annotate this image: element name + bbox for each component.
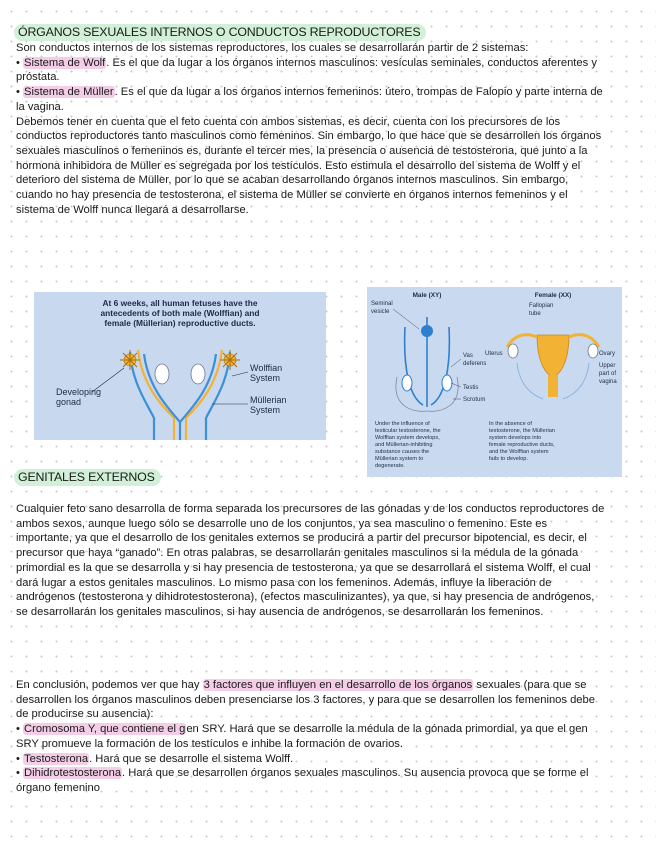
label-scrotum: Scrotum <box>463 397 486 403</box>
label-deferens: deferens <box>463 361 487 367</box>
male-caption-1: Under the influence of <box>375 421 430 427</box>
label-ovary: Ovary <box>599 351 616 357</box>
paragraph-internal-1: Debemos tener en cuenta que el feto cuenta con ambos sistemas, es decir, cuenta con los precursores de los conductos reproductores tanto masculinos como femeninos. Sin embargo, lo que hace que se desarrollen los órganos sexuales masculinos o femeninos es, durante el tercer mes, la presencia o ausencia de testosterona, que junto a la <box>16 115 602 157</box>
bullet-muller: • Sistema de Müller. Es el que da lugar a los órganos internos femeninos: útero, trompas de Falopio y parte interna de la vagina. <box>16 86 603 113</box>
label-mullerian-system: System <box>250 405 281 415</box>
label-seminal: Seminal <box>371 301 393 307</box>
label-part-of: part of <box>599 371 617 377</box>
female-caption-5: and the Wolffian system <box>489 449 549 455</box>
label-testis: Testis <box>463 385 479 391</box>
male-caption-7: degenerate. <box>375 463 405 469</box>
figure-left-caption-line1: At 6 weeks, all human fetuses have the <box>102 298 258 308</box>
factor-dht: • Dihidrotestosterona. Hará que se desarrollen órganos sexuales masculinos. Su ausencia provoca que se forme el órgano femenino <box>16 767 589 794</box>
male-caption-2: testicular testosterone, the <box>375 428 441 434</box>
label-developing: Developing <box>56 387 102 397</box>
term-muller: Sistema de Müller <box>24 86 114 99</box>
male-caption-5: substance causes the <box>375 449 430 455</box>
label-upper: Upper <box>599 363 616 369</box>
label-fallopian: Fallopian <box>529 303 554 309</box>
conclusion-pre: En conclusión, podemos ver que hay <box>16 679 203 691</box>
conclusion-highlight: 3 factores que influyen en el desarrollo de los órganos <box>203 679 473 691</box>
section-conclusion <box>16 678 606 796</box>
factor-testosterone-text: . Hará que se desarrolle el sistema Wolff. <box>89 752 294 765</box>
figure-fetal-ducts <box>34 292 326 440</box>
factor-dht-term: Dihidrotestosterona <box>24 767 122 780</box>
muller-description: . Es el que da lugar a los órganos internos femeninos: útero, trompas de Falopio y parte interna de la vagina. <box>16 86 603 113</box>
figure-left-caption-line3: female (Müllerian) reproductive ducts. <box>104 318 256 328</box>
label-tube: tube <box>529 311 541 317</box>
male-caption-6: Müllerian system to <box>375 456 424 462</box>
conclusion-text <box>16 678 606 722</box>
paragraph-external: Cualquier feto sano desarrolla de forma separada los precursores de las gónadas y de los conductos reproductores de ambos sexos, aunque luego sólo se desarrolle uno de los conjuntos, ya sea masculino o femenino. Este es importante, ya que el desarrollo de los genitales externos se producirá a partir del precursor bipotencial, es decir, el precursor que haya “ganado”. En otras palabras, se desarrollarán genitales masculinos si la médula de la gónada primordial es la que se desarrolla y si hay presencia de testosterona, ya que se desarrollará el sistema Wolff, el cual dará lugar a estos genitales masculinos. Lo mismo pasa con los femeninos. Además, influye la liberación de andrógenos (testosterona y dihidrotestosterona), (efectos masculinizantes), ya que, si hay presencia de andrógenos, se desarrollarán los genitales masculinos, si hay ausencia de andrógenos, se desarrollarán los femeninos. <box>16 503 605 618</box>
bullet-wolf: • Sistema de Wolf. Es el que da lugar a los órganos internos masculinos: vesículas seminales, conductos aferentes y próstata. <box>16 56 597 84</box>
section-heading-internal: ÓRGANOS SEXUALES INTERNOS O CONDUCTOS REPRODUCTORES <box>14 24 426 41</box>
label-gonad: gonad <box>56 397 82 407</box>
factor-testosterone-term: Testosterona <box>24 752 89 765</box>
label-vas: Vas <box>463 353 473 359</box>
conclusion-post: sexuales (para que se desarrollen los órganos masculinos deben presenciarse los 3 factores, y para que se desarrollen los femeninos debe de producirse su ausencia): <box>16 679 595 721</box>
intro-text: Son conductos internos de los sistemas reproductores, los cuales se desarrollarán partir de 2 sistemas: <box>16 42 529 54</box>
figure-left-caption-line2: antecedents of both male (Wolffian) and <box>100 308 260 318</box>
label-vesicle: vesicle <box>371 309 390 315</box>
factor-chromosome: • Cromosoma Y, que contiene el gen SRY. Hará que se desarrolle la médula de la gónada primordial, ya que el gen SRY promueve la formación de los testículos e inhibe la formación de ovarios. <box>16 723 588 750</box>
factor-testosterone: • Testosterona. Hará que se desarrolle el sistema Wolff. <box>16 752 294 765</box>
term-wolf: Sistema de Wolf <box>24 56 106 69</box>
female-caption-1: In the absence of <box>489 421 532 427</box>
male-caption-4: and Müllerian-inhibiting <box>375 442 433 448</box>
label-wolffian: Wolffian <box>250 363 283 373</box>
label-mullerian: Müllerian <box>250 395 287 405</box>
female-caption-6: fails to develop. <box>489 456 528 462</box>
male-caption-3: Wolffian system develops, <box>375 435 440 441</box>
factor-chromosome-term: Cromosoma Y, que contiene el g <box>24 723 186 736</box>
female-caption-2: testosterone, the Müllerian <box>489 428 555 434</box>
factor-dht-text: . Hará que se desarrollen órganos sexuales masculinos. Su ausencia provoca que se forme el órgano femenino <box>16 767 589 794</box>
male-title: Male (XY) <box>412 292 442 299</box>
paragraph-internal-2: hormona inhibidora de Müller es segregada por los testículos. Esto estimula el desarrollo del sistema de Wolff y el deterioro del sistema de Müller, por lo que se acaban desarrollando órganos internos masculinos. Sin embargo, cuando no hay presencia de testosterona, el sistema de Müller se convierte en órganos internos femeninos y el sistema de Wolff nunca llegará a desarrollarse. <box>16 159 581 216</box>
label-vagina: vagina <box>599 379 617 385</box>
factor-chromosome-text: en SRY. Hará que se desarrolle la médula de la gónada primordial, ya que el gen SRY promueve la formación de los testículos e inhibe la formación de ovarios. <box>16 723 588 750</box>
label-uterus: Uterus <box>485 351 503 357</box>
section-body-internal <box>16 41 606 217</box>
figure-male-female-ducts <box>367 287 622 477</box>
wolf-description: . Es el que da lugar a los órganos internos masculinos: vesículas seminales, conductos aferentes y próstata. <box>16 56 597 84</box>
female-caption-4: female reproductive ducts, <box>489 442 555 448</box>
female-caption-3: system develops into <box>489 435 542 441</box>
label-wolffian-system: System <box>250 373 281 383</box>
section-heading-external: GENITALES EXTERNOS <box>14 469 161 486</box>
section-body-external <box>16 502 606 620</box>
female-title: Female (XX) <box>534 292 572 299</box>
